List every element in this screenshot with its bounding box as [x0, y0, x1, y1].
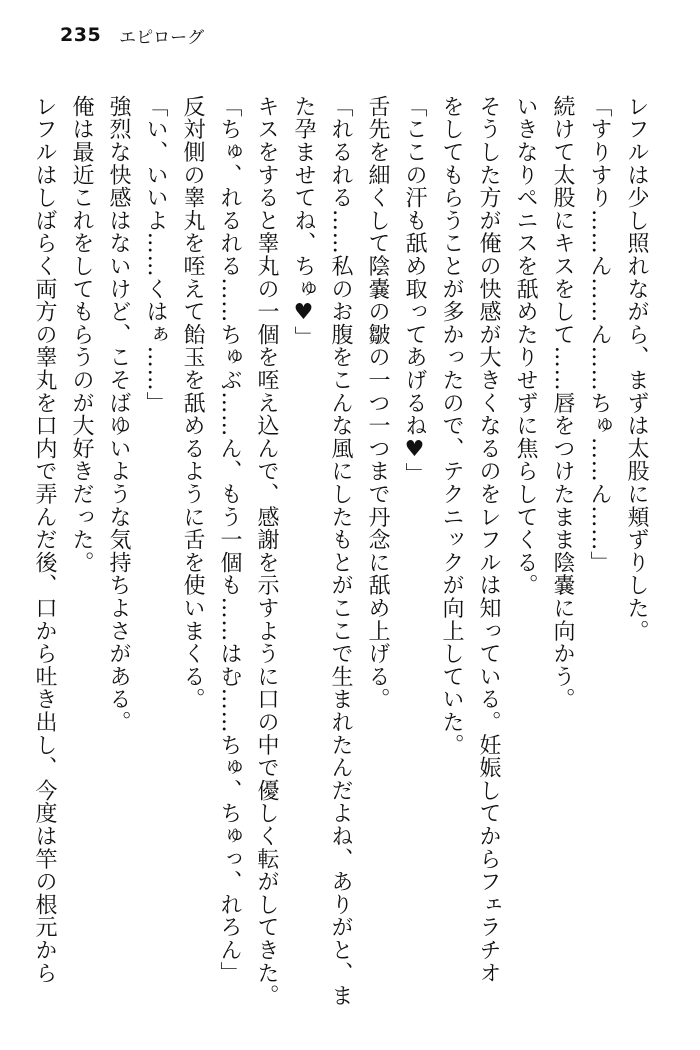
paragraph-line: いきなりペニスを舐めたりせずに焦らしてくる。	[513, 95, 538, 597]
paragraph-line: 「ちゅ、れるれる……ちゅぶ……ん、もう一個も……はむ……ちゅ、ちゅっ、れろん」	[217, 95, 242, 985]
chapter-title: エピローグ	[119, 27, 205, 48]
body-text	[32, 95, 655, 1025]
page-number: 235	[60, 24, 102, 46]
paragraph-line: 「れるれる……私のお腹をこんな風にしたもとがここで生まれたんだよね、ありがと、ま	[328, 95, 353, 1007]
paragraph-line: レフルはしばらく両方の睾丸を口内で弄んだ後、口から吐き出し、今度は竿の根元から	[32, 95, 57, 985]
paragraph-line: 「い、いいよ……くはぁ……」	[143, 95, 168, 415]
paragraph-line: 俺は最近これをしてもらうのが大好きだった。	[69, 95, 94, 574]
paragraph-line: そうした方が俺の快感が大きくなるのをレフルは知っている。妊娠してからフェラチオ	[476, 95, 501, 985]
paragraph-line: をしてもらうことが多かったので、テクニックが向上していた。	[439, 95, 464, 757]
page-header	[60, 20, 204, 50]
paragraph-line: キスをすると睾丸の一個を咥え込んで、感謝を示すように口の中で優しく転がしてきた。	[254, 95, 279, 1007]
paragraph-line: 舌先を細くして陰嚢の皺の一つ一つまで丹念に舐め上げる。	[365, 95, 390, 711]
paragraph-line: た孕ませてね、ちゅ♥」	[291, 95, 316, 349]
paragraph-line: 続けて太股にキスをして……唇をつけたまま陰嚢に向かう。	[550, 95, 575, 711]
paragraph-line: 反対側の睾丸を咥えて飴玉を舐めるように舌を使いまくる。	[180, 95, 205, 711]
paragraph-line: レフルは少し照れながら、まずは太股に頬ずりした。	[624, 95, 649, 643]
paragraph-line: 「すりすり……ん……ん……ちゅ……ん……」	[587, 95, 612, 574]
paragraph-line: 強烈な快感はないけど、こそばゆいような気持ちよさがある。	[106, 95, 131, 734]
paragraph-line: 「ここの汗も舐め取ってあげるね♥」	[402, 95, 427, 486]
